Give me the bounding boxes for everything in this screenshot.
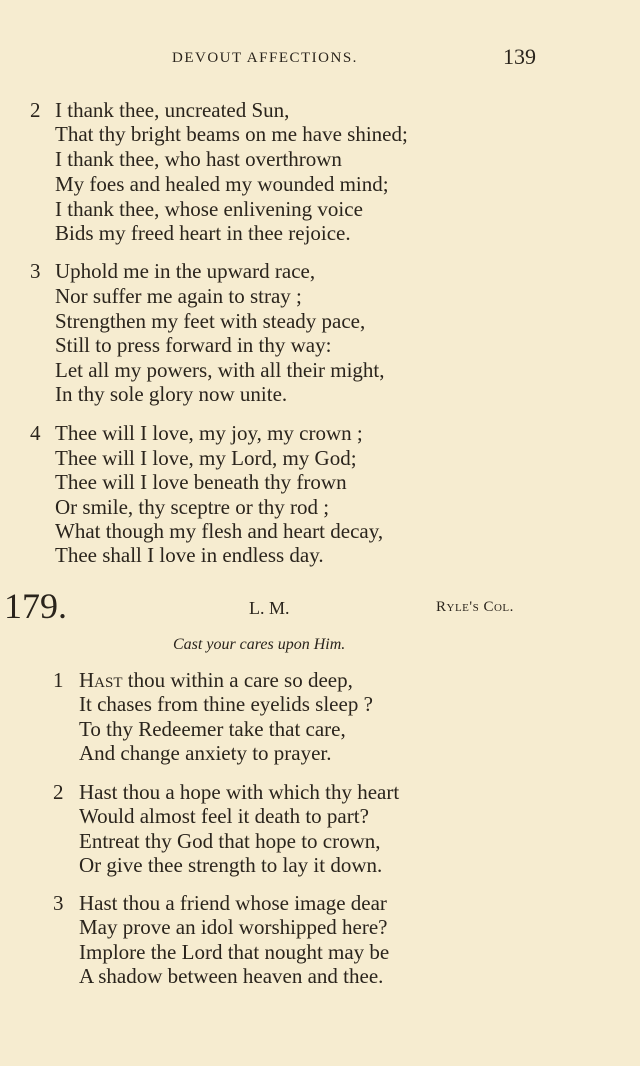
hymn-source: [436, 599, 514, 616]
stanza-number: 2: [30, 98, 41, 122]
verse-line: Thee will I love, my joy, my crown ;: [55, 421, 363, 445]
verse-line: Let all my powers, with all their might,: [55, 358, 385, 382]
verse-line: I thank thee, whose enlivening voice: [55, 197, 363, 221]
verse-line: [79, 668, 353, 692]
verse-line: To thy Redeemer take that care,: [79, 717, 346, 741]
stanza-number: 4: [30, 421, 41, 445]
stanza-number: 3: [30, 259, 41, 283]
verse-line: Thee will I love beneath thy frown: [55, 470, 347, 494]
stanza-number: 1: [53, 668, 64, 692]
hymn-number: 179.: [4, 586, 67, 626]
hymn-source-text: Ryle's Col.: [436, 599, 514, 615]
verse-line: What though my flesh and heart decay,: [55, 519, 384, 543]
verse-line: Uphold me in the upward race,: [55, 259, 316, 283]
first-word: Hast: [79, 668, 123, 692]
stanza-number: 3: [53, 891, 64, 915]
verse-line: Nor suffer me again to stray ;: [55, 284, 302, 308]
verse-line: And change anxiety to prayer.: [79, 741, 332, 765]
hymn-subtitle: Cast your cares upon Him.: [173, 636, 346, 653]
stanza-number: 2: [53, 780, 64, 804]
verse-line: My foes and healed my wounded mind;: [55, 172, 389, 196]
verse-line: Bids my freed heart in thee rejoice.: [55, 221, 351, 245]
verse-line: Would almost feel it death to part?: [79, 804, 369, 828]
verse-line: I thank thee, who hast overthrown: [55, 147, 342, 171]
page-number: 139: [503, 44, 536, 69]
verse-line: That thy bright beams on me have shined;: [55, 122, 408, 146]
running-head: DEVOUT AFFECTIONS.: [172, 50, 358, 66]
verse-line: Thee shall I love in endless day.: [55, 543, 324, 567]
verse-line: Hast thou a friend whose image dear: [79, 891, 387, 915]
verse-line: Strengthen my feet with steady pace,: [55, 309, 366, 333]
verse-line-rest: thou within a care so deep,: [122, 668, 353, 692]
hymn-meter: L. M.: [249, 598, 290, 618]
verse-line: Or smile, thy sceptre or thy rod ;: [55, 495, 330, 519]
verse-line: I thank thee, uncreated Sun,: [55, 98, 290, 122]
verse-line: Still to press forward in thy way:: [55, 333, 332, 357]
verse-line: Entreat thy God that hope to crown,: [79, 829, 381, 853]
verse-line: Implore the Lord that nought may be: [79, 940, 390, 964]
verse-line: A shadow between heaven and thee.: [79, 964, 384, 988]
verse-line: May prove an idol worshipped here?: [79, 915, 388, 939]
verse-line: Or give thee strength to lay it down.: [79, 853, 383, 877]
verse-line: In thy sole glory now unite.: [55, 382, 288, 406]
verse-line: Hast thou a hope with which thy heart: [79, 780, 400, 804]
verse-line: Thee will I love, my Lord, my God;: [55, 446, 357, 470]
verse-line: It chases from thine eyelids sleep ?: [79, 692, 373, 716]
